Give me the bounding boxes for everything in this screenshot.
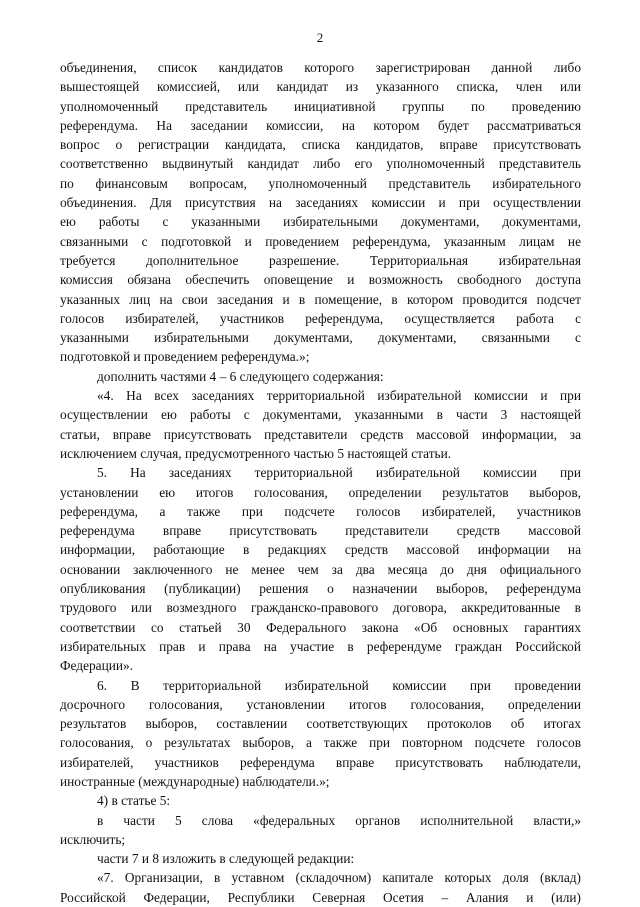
text-line: результатов выборов, составлении соответствующих протоколов об итогах (60, 716, 581, 732)
text-line: требуется дополнительное разрешение. Территориальная избирательная (60, 252, 581, 268)
text-line: соответственно выдвинутый кандидат либо его уполномоченный представитель (60, 156, 581, 172)
text-line: информации, работающие в редакциях средств массовой информации на (60, 542, 581, 558)
text-line: Федерации». (60, 658, 134, 674)
text-line: исключением случая, предусмотренного частью 5 настоящей статьи. (60, 445, 452, 461)
text-line: голосования, о результатах выборов, а также при повторном подсчете голосов (60, 735, 581, 751)
text-line: по финансовым вопросам, уполномоченный представитель избирательного (60, 175, 581, 191)
text-line: уполномоченный представитель инициативной группы по проведению (60, 98, 581, 114)
text-line: 5. На заседаниях территориальной избирательной комиссии при (97, 465, 581, 481)
text-line: основании заключенного не менее чем за два месяца до дня официального (60, 561, 581, 577)
text-line: части 7 и 8 изложить в следующей редакции: (97, 851, 355, 867)
page-number: 2 (316, 30, 324, 45)
text-line: указанных лиц на свои заседания и в помещение, в котором проводится подсчет (60, 291, 581, 307)
text-line: референдума вправе присутствовать представители средств массовой (60, 523, 581, 539)
text-line: «7. Организации, в уставном (складочном) капитале которых доля (вклад) (97, 870, 581, 886)
text-line: 4) в статье 5: (97, 793, 171, 809)
text-line: «4. На всех заседаниях территориальной избирательной комиссии и при (97, 388, 581, 404)
text-line: связанными с подготовкой и проведением референдума, указанным лицам не (60, 233, 581, 249)
text-line: трудового или возмездного гражданско-правового договора, аккредитованные в (60, 600, 581, 616)
text-line: статьи, вправе присутствовать представители средств массовой информации, за (60, 426, 581, 442)
text-line: исключить; (60, 831, 126, 847)
text-line: вопрос о регистрации кандидата, списка кандидатов, вправе присутствовать (60, 137, 581, 153)
text-line: в части 5 слова «федеральных органов исполнительной власти,» (97, 812, 581, 828)
text-line: установлении ею итогов голосования, определении результатов выборов, (60, 484, 581, 500)
text-line: Российской Федерации, Республики Северная Осетия – Алания и (или) (60, 889, 581, 905)
text-line: голосов избирателей, участников референдума, осуществляется работа с (60, 310, 581, 326)
text-line: избирателей, участников референдума вправе присутствовать наблюдатели, (60, 754, 581, 770)
text-line: подготовкой и проведением референдума.»; (60, 349, 310, 365)
text-line: 6. В территориальной избирательной комиссии при проведении (97, 677, 581, 693)
text-line: референдума, а также при подсчете голосов избирателей, участников (60, 503, 581, 519)
text-line: избирательных прав и права на участие в референдуме граждан Российской (60, 638, 581, 654)
text-line: объединения, список кандидатов которого зарегистрирован данной либо (60, 60, 581, 75)
text-line: объединения. Для присутствия на заседаниях комиссии и при осуществлении (60, 195, 581, 211)
text-line: указанными избирательными документами, документами, связанными с (60, 330, 581, 346)
text-line: опубликования (публикации) решения о назначении выборов, референдума (60, 581, 581, 597)
text-line: дополнить частями 4 – 6 следующего содержания: (97, 368, 384, 384)
document-body (60, 58, 581, 907)
text-line: комиссия обязана обеспечить оповещение и возможность свободного доступа (60, 272, 581, 288)
text-line: иностранные (международные) наблюдатели.»; (60, 773, 330, 789)
text-line: осуществлении ею работы с документами, указанными в части 3 настоящей (60, 407, 581, 423)
text-line: ею работы с указанными избирательными документами, документами, (60, 214, 581, 230)
text-line: соответствии со статьей 30 Федерального закона «Об основных гарантиях (60, 619, 581, 635)
text-line: референдума. На заседании комиссии, на котором будет рассматриваться (60, 117, 581, 133)
text-line: досрочного голосования, установлении итогов голосования, определении (60, 696, 581, 712)
text-line: вышестоящей комиссией, или кандидат из указанного списка, член или (60, 79, 581, 95)
